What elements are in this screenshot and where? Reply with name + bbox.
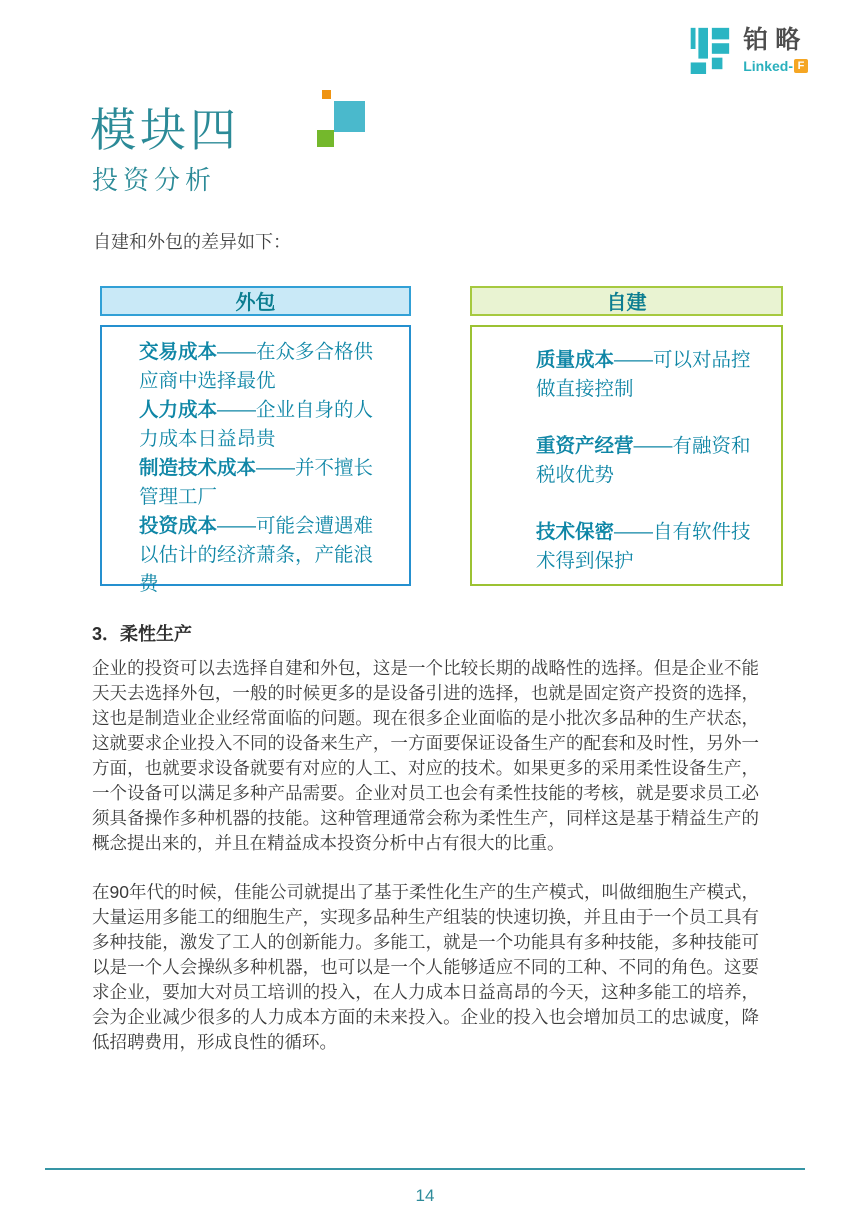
paragraph: 企业的投资可以去选择自建和外包，这是一个比较长期的战略性的选择。但是企业不能天天去选择外包，一般的时候更多的是设备引进的选择，也就是固定资产投资的选择，这也是制造业企业经常面临的问题。现在很多企业面临的是小批次多品种的生产状态，这就要求企业投入不同的设备来生产，一方面要保证设备生产的配套和及时性，另外一方面，也就要求设备就要有对应的人工、对应的技术。如果更多的采用柔性设备生产，一个设备可以满足多种产品需要。企业对员工也会有柔性技能的考核，就是要求员工必须具备操作多种机器的技能。这种管理通常会称为柔性生产，同样这是基于精益生产的概念提出来的，并且在精益成本投资分析中占有很大的比重。 [92, 658, 759, 853]
cost-item [139, 454, 391, 512]
section-heading: 3．柔性生产 [92, 624, 193, 644]
brand-badge: F [794, 59, 808, 73]
intro-text: 自建和外包的差异如下： [93, 232, 291, 252]
page-subtitle: 投资分析 [92, 166, 217, 196]
page-number: 14 [415, 1186, 435, 1205]
cost-item [139, 338, 391, 396]
cost-term: 技术保密 [536, 521, 615, 543]
cost-desc: ——并不擅长管理工厂 [139, 457, 374, 508]
decoration-square-orange [322, 90, 331, 99]
cost-desc: ——有融资和税收优势 [536, 435, 751, 486]
cost-desc: ——可以对品控做直接控制 [536, 349, 751, 400]
cost-item [139, 512, 391, 599]
cost-item [536, 518, 765, 576]
cost-desc: ——自有软件技术得到保护 [536, 521, 751, 572]
footer-divider [45, 1168, 805, 1170]
cost-term: 重资产经营 [536, 435, 634, 457]
brand-name-en: Linked- F [743, 59, 808, 73]
cost-term: 人力成本 [139, 399, 218, 421]
outsourcing-box [100, 325, 411, 595]
decoration-square-teal [334, 101, 365, 132]
cost-item [536, 432, 765, 490]
decoration-square-green [317, 130, 334, 147]
cost-term: 投资成本 [139, 515, 218, 537]
page-title: 模块四 [90, 103, 240, 157]
brand-logo-icon [683, 24, 733, 74]
cost-term: 制造技术成本 [139, 457, 257, 479]
selfbuild-box [470, 325, 783, 586]
brand-logo [683, 24, 808, 74]
brand-name-cn: 铂略 [743, 26, 808, 54]
cost-desc: ——可能会遭遇难以估计的经济萧条，产能浪费 [139, 515, 374, 595]
cost-desc: ——在众多合格供应商中选择最优 [139, 341, 374, 392]
paragraph: 在90年代的时候，佳能公司就提出了基于柔性化生产的生产模式，叫做细胞生产模式，大量运用多能工的细胞生产，实现多品种生产组装的快速切换，并且由于一个员工具有多种技能，激发了工人的创新能力。多能工，就是一个功能具有多种技能，多种技能可以是一个人会操纵多种机器，也可以是一个人能够适应不同的工种、不同的角色。这要求企业，要加大对员工培训的投入，在人力成本日益高昂的今天，这种多能工的培养，会为企业减少很多的人力成本方面的未来投入。企业的投入也会增加员工的忠诚度，降低招聘费用，形成良性的循环。 [92, 882, 759, 1052]
outsourcing-header: 外包 [100, 286, 411, 316]
cost-item [139, 396, 391, 454]
cost-term: 质量成本 [536, 349, 615, 371]
selfbuild-header: 自建 [470, 286, 783, 316]
cost-term: 交易成本 [139, 341, 218, 363]
brand-logo-text [743, 24, 808, 73]
body-text [92, 656, 759, 1079]
cost-desc: ——企业自身的人力成本日益昂贵 [139, 399, 374, 450]
cost-item [536, 346, 765, 404]
